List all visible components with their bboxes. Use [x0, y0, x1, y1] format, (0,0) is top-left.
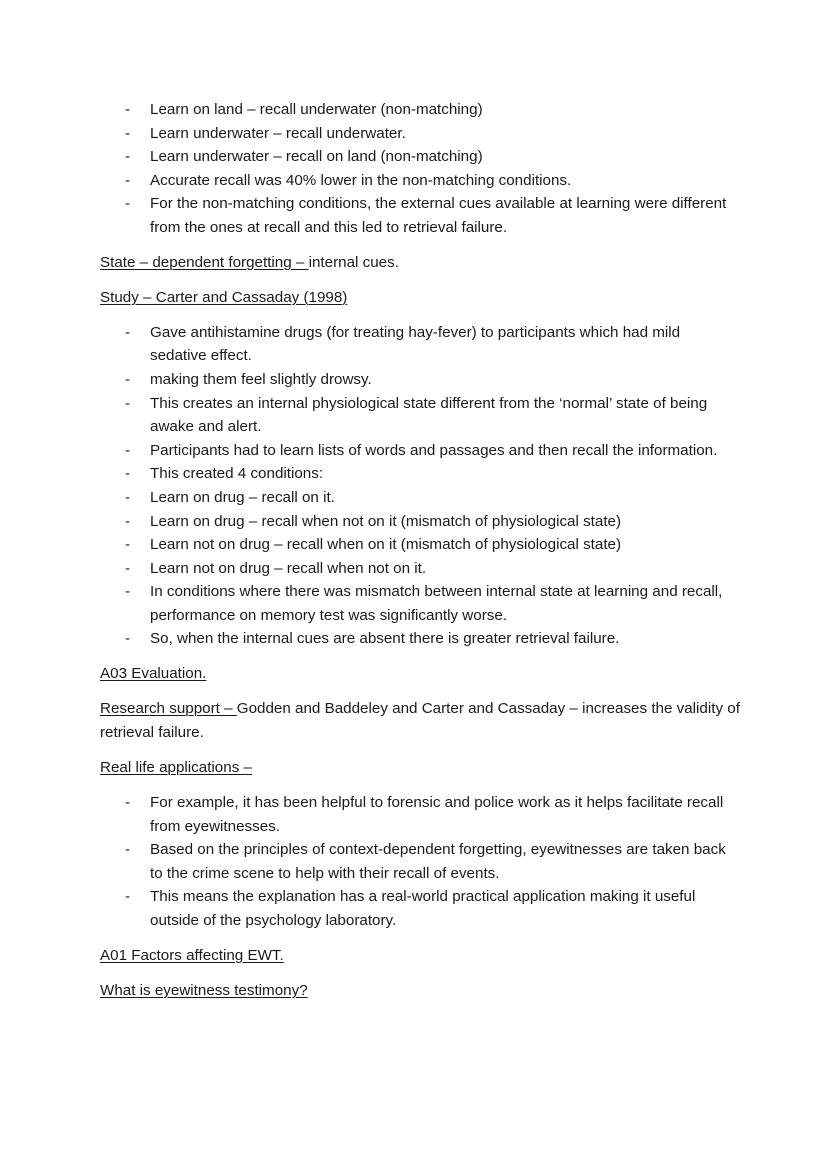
- a01-factors-heading: [100, 944, 740, 968]
- list-item: - This created 4 conditions:: [100, 462, 740, 486]
- list-item: - This means the explanation has a real-world practical application making it useful outside of the psychology laboratory.: [100, 885, 740, 932]
- list-item: - Learn not on drug – recall when not on it.: [100, 557, 740, 581]
- state-dependent-label: State – dependent forgetting –: [100, 253, 309, 271]
- ewt-question-heading: [100, 979, 740, 1003]
- list-item: - Learn underwater – recall underwater.: [100, 122, 740, 146]
- list-item: - making them feel slightly drowsy.: [100, 368, 740, 392]
- ewt-heading-label: What is eyewitness testimony?: [100, 981, 308, 999]
- list-item: - Learn on drug – recall on it.: [100, 486, 740, 510]
- research-support-paragraph: [100, 697, 740, 744]
- list-item: - Participants had to learn lists of words and passages and then recall the information.: [100, 439, 740, 463]
- list-item: - Learn not on drug – recall when on it (mismatch of physiological state): [100, 533, 740, 557]
- list-item: - Accurate recall was 40% lower in the non-matching conditions.: [100, 169, 740, 193]
- list-item: - Learn on land – recall underwater (non-matching): [100, 98, 740, 122]
- a03-heading-label: A03 Evaluation.: [100, 665, 207, 683]
- research-support-label: Research support –: [100, 700, 237, 718]
- godden-baddeley-conditions-list: [100, 98, 740, 240]
- a01-heading-label: A01 Factors affecting EWT.: [100, 946, 284, 964]
- study-heading: [100, 286, 740, 310]
- a03-evaluation-heading: [100, 662, 740, 686]
- list-item: - Learn underwater – recall on land (non-matching): [100, 145, 740, 169]
- list-item: - This creates an internal physiological state different from the ‘normal’ state of being awake and alert.: [100, 392, 740, 439]
- real-life-label: Real life applications –: [100, 758, 252, 776]
- list-item: - For the non-matching conditions, the external cues available at learning were different from the ones at recall and this led to retrieval failure.: [100, 192, 740, 239]
- research-support-text: Godden and Baddeley and Carter and Cassaday – increases the validity of retrieval failure.: [100, 700, 740, 741]
- carter-cassaday-study-list: [100, 321, 740, 651]
- real-life-applications-heading: [100, 756, 740, 780]
- list-item: - So, when the internal cues are absent there is greater retrieval failure.: [100, 627, 740, 651]
- list-item: - Gave antihistamine drugs (for treating hay-fever) to participants which had mild sedative effect.: [100, 321, 740, 368]
- study-heading-label: Study – Carter and Cassaday (1998): [100, 288, 348, 306]
- list-item: - Learn on drug – recall when not on it (mismatch of physiological state): [100, 510, 740, 534]
- state-dependent-heading: [100, 251, 740, 275]
- state-dependent-text: internal cues.: [308, 253, 399, 271]
- page-content: [100, 98, 740, 1014]
- list-item: - In conditions where there was mismatch between internal state at learning and recall, performance on memory test was significantly worse.: [100, 580, 740, 627]
- real-life-applications-list: [100, 791, 740, 933]
- list-item: - For example, it has been helpful to forensic and police work as it helps facilitate recall from eyewitnesses.: [100, 791, 740, 838]
- list-item: - Based on the principles of context-dependent forgetting, eyewitnesses are taken back to the crime scene to help with their recall of events.: [100, 838, 740, 885]
